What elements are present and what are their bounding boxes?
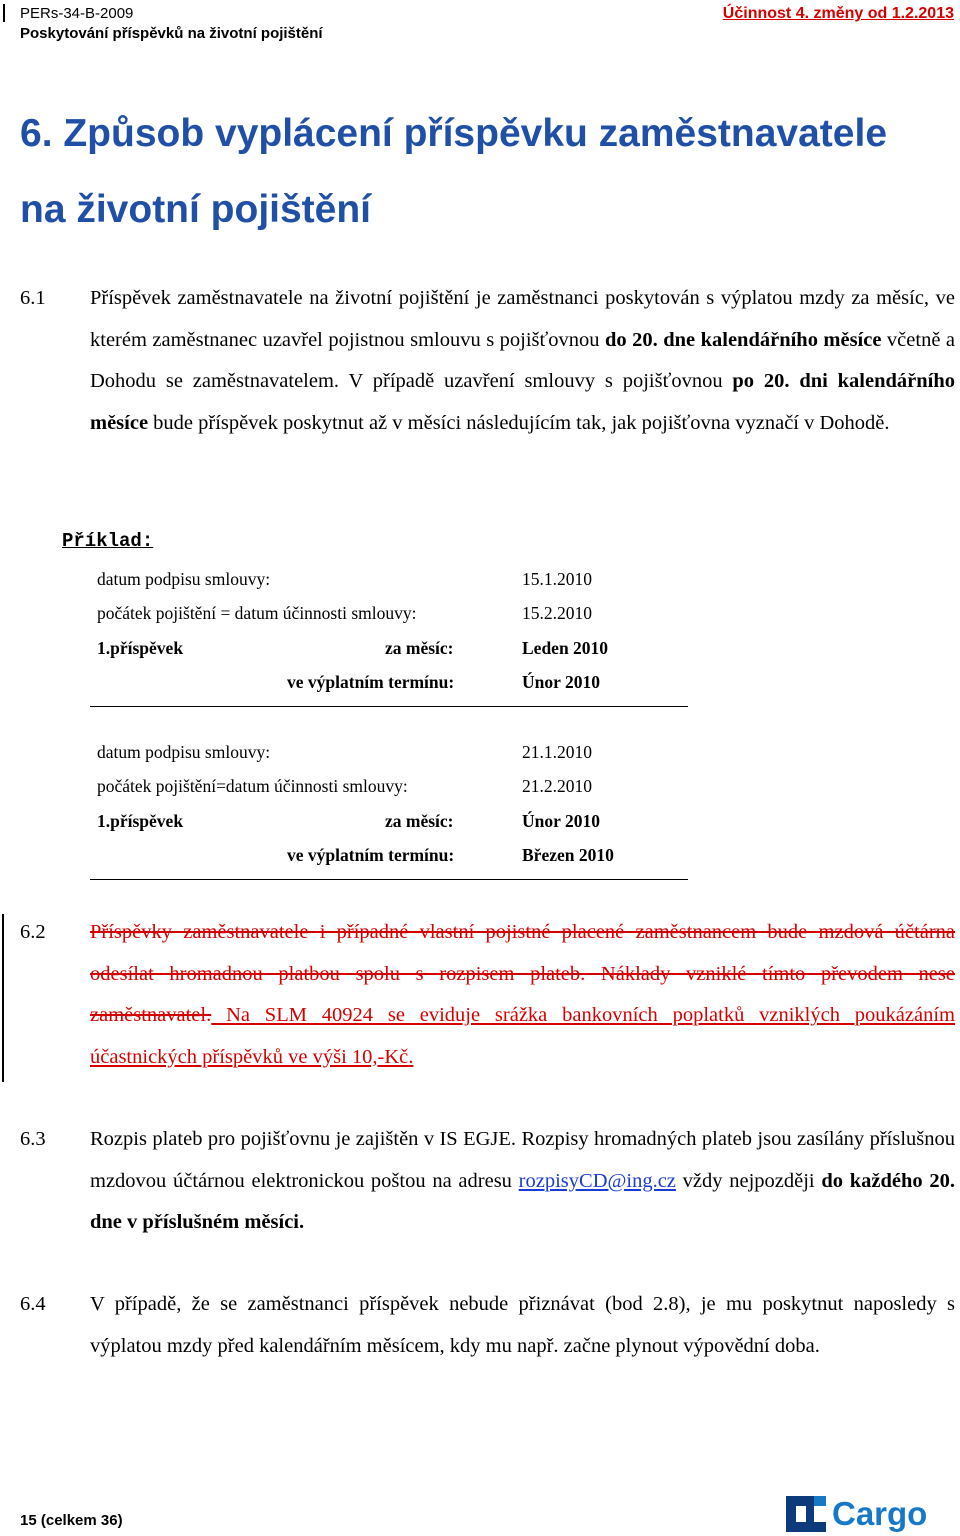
bold-run: do 20. dne kalendářního měsíce bbox=[605, 328, 882, 351]
pay-value: Únor 2010 bbox=[522, 672, 600, 692]
month-value: Leden 2010 bbox=[522, 638, 609, 658]
email-link[interactable]: rozpisyCD@ing.cz bbox=[518, 1169, 676, 1192]
start-label: počátek pojištění = datum účinnosti smlouvy: bbox=[97, 603, 417, 623]
start-value: 15.2.2010 bbox=[522, 603, 592, 623]
sign-label: datum podpisu smlouvy: bbox=[97, 569, 271, 589]
start-value: 21.2.2010 bbox=[522, 776, 592, 796]
paragraph-number: 6.3 bbox=[20, 1128, 46, 1150]
deleted-text: Příspěvky zaměstnavatele i případné vlastní pojistné placené zaměstnancem bude mzdová účtárna odesílat hromadnou platbou spolu s rozpisem plateb. Náklady vzniklé tímto převodem nese zaměstnavatel. bbox=[90, 921, 955, 1026]
bold-run: po 20. dni kalendářního měsíce bbox=[90, 370, 955, 434]
doc-code: PERs-34-B-2009 bbox=[20, 5, 134, 22]
revision-bar bbox=[2, 914, 4, 1082]
sign-value: 21.1.2010 bbox=[522, 742, 592, 762]
contribution-label: 1.příspěvek bbox=[97, 638, 184, 658]
cargo-logo-icon bbox=[784, 1494, 828, 1534]
paragraph-text bbox=[90, 278, 955, 444]
logo-text: Cargo bbox=[832, 1495, 928, 1532]
paragraph-6-3 bbox=[20, 1119, 955, 1244]
paragraph-6-4 bbox=[20, 1284, 955, 1367]
header-left bbox=[20, 4, 323, 44]
cargo-logo bbox=[784, 1494, 956, 1534]
text-run: Rozpis plateb pro pojišťovnu je zajištěn v IS EGJE. Rozpisy hromadných plateb jsou zasílány příslušnou mzdovou účtárnou elektronickou poštou na adresu bbox=[90, 1128, 955, 1192]
month-label: za měsíc: bbox=[385, 638, 454, 658]
pay-label: ve výplatním termínu: bbox=[287, 672, 455, 692]
page-number: 15 (celkem 36) bbox=[20, 1512, 123, 1529]
paragraph-number: 6.4 bbox=[20, 1293, 46, 1315]
month-value: Únor 2010 bbox=[522, 811, 600, 831]
section-title-line2: na životní pojištění bbox=[20, 188, 372, 231]
doc-title: Poskytování příspěvků na životní pojištění bbox=[20, 25, 323, 42]
text-run: bude příspěvek poskytnut až v měsíci následujícím tak, jak pojišťovna vyznačí v Dohodě. bbox=[148, 411, 890, 434]
example-divider bbox=[90, 706, 688, 707]
section-title-line1: 6. Způsob vyplácení příspěvku zaměstnavatele bbox=[20, 112, 888, 155]
example-heading: Příklad: bbox=[62, 530, 154, 552]
text-run: včetně a Dohodu se zaměstnavatelem. V případě uzavření smlouvy s pojišťovnou bbox=[90, 328, 955, 392]
paragraph-number: 6.1 bbox=[20, 287, 46, 309]
pay-value: Březen 2010 bbox=[522, 845, 614, 865]
example-divider bbox=[90, 879, 688, 880]
inserted-text: Na SLM 40924 se eviduje srážka bankovních poplatků vzniklých poukázáním účastnických příspěvků ve výši 10,-Kč. bbox=[90, 1004, 955, 1068]
start-label: počátek pojištění=datum účinnosti smlouvy: bbox=[97, 776, 408, 796]
paragraph-text bbox=[90, 1119, 955, 1244]
pay-label: ve výplatním termínu: bbox=[287, 845, 455, 865]
month-label: za měsíc: bbox=[385, 811, 454, 831]
sign-value: 15.1.2010 bbox=[522, 569, 592, 589]
sign-label: datum podpisu smlouvy: bbox=[97, 742, 271, 762]
contribution-label: 1.příspěvek bbox=[97, 811, 184, 831]
paragraph-text bbox=[90, 912, 955, 1078]
revision-bar bbox=[3, 4, 5, 22]
section-title bbox=[20, 96, 950, 248]
paragraph-6-2 bbox=[20, 912, 955, 1078]
paragraph-6-1 bbox=[20, 278, 955, 444]
text-run: vždy nejpozději bbox=[675, 1169, 822, 1192]
paragraph-number: 6.2 bbox=[20, 921, 46, 943]
paragraph-text: V případě, že se zaměstnanci příspěvek nebude přiznávat (bod 2.8), je mu poskytnut naposledy s výplatou mzdy před kalendářním měsícem, kdy mu např. začne plynout výpovědní doba. bbox=[90, 1293, 955, 1357]
effective-date: Účinnost 4. změny od 1.2.2013 bbox=[722, 5, 954, 22]
bold-run: do každého 20. dne v příslušném měsíci. bbox=[90, 1169, 956, 1233]
text-run: Příspěvek zaměstnavatele na životní pojištění je zaměstnanci poskytován s výplatou mzdy za měsíc, ve kterém zaměstnanec uzavřel pojistnou smlouvu s pojišťovnou bbox=[90, 287, 955, 351]
